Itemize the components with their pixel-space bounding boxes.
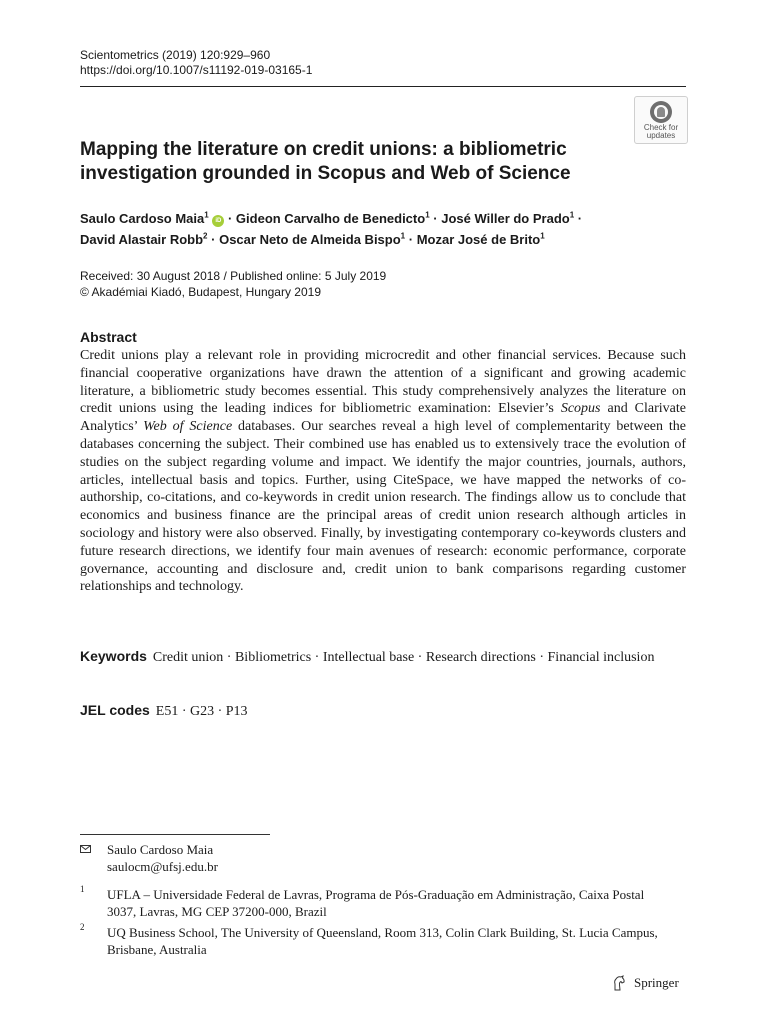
author-name[interactable]: José Willer do Prado [441,211,570,226]
abstract-text-1: Credit unions play a relevant role in providing microcredit and other financial services. Because such financial cooperative organizations have drawn the attention of a significant and growing academic literature, a bibliometric study becomes essential. This study comprehensively analyzes the literature on credit unions using the leading indices for bibliometric examination: Elsevier’s [80,348,686,417]
author-list [80,208,680,250]
author-affil-sup: 2 [203,231,208,241]
affiliation-number: 2 [80,922,85,932]
author-name[interactable]: Saulo Cardoso Maia [80,211,205,226]
author-name[interactable]: David Alastair Robb [80,232,204,247]
header-divider [80,86,686,87]
author-affil-sup: 1 [425,210,430,220]
author-affil-sup: 1 [400,231,406,241]
keywords-text: Credit union · Bibliometrics · Intellectual base · Research directions · Financial inclusion [152,650,655,665]
publisher-logo-text: Springer [634,975,679,990]
author-affil-sup: 1 [540,231,545,241]
keywords-label: Keywords [80,648,147,664]
publication-info [80,268,386,300]
received-dates: Received: 30 August 2018 / Published online: 5 July 2019 [80,269,387,283]
abstract-text-2: and Clarivate Analytics’ [80,401,686,435]
footnote-divider [80,834,270,835]
check-for-updates-icon [650,101,672,123]
copyright: © Akadémiai Kiadó, Budapest, Hungary 2019 [80,285,321,299]
badge-line2: updates [646,131,676,140]
author-line-1 [80,208,680,229]
author-separator: · [227,211,233,226]
keywords [80,647,686,667]
abstract-body [80,347,686,596]
corresponding-author-name: Saulo Cardoso Maia [107,842,214,857]
springer-horse-icon [612,975,626,991]
author-name[interactable]: Oscar Neto de Almeida Bispo [219,232,401,247]
abstract-wos: Web of Science [143,419,233,435]
author-separator: · [211,232,216,247]
author-separator: · [408,232,414,247]
affiliation-1: UFLA – Universidade Federal de Lavras, Programa de Pós-Graduação em Administração, Caixa Postal 3037, Lavras, MG CEP 37200-000, Brazil [107,887,645,919]
corresponding-author-email[interactable]: saulocm@ufsj.edu.br [107,859,218,874]
author-line-2 [80,229,680,250]
jel-codes [80,701,248,721]
abstract-heading: Abstract [80,329,137,345]
jel-label: JEL codes [80,702,150,718]
affiliation-number: 1 [80,884,85,894]
author-affil-sup: 1 [569,210,575,220]
journal-citation: Scientometrics (2019) 120:929–960 [80,48,271,62]
orcid-icon[interactable]: iD [212,215,224,227]
affiliation-2: UQ Business School, The University of Queensland, Room 313, Colin Clark Building, St. Lucia Campus, Brisbane, Australia [107,925,658,957]
article-title: Mapping the literature on credit unions: a bibliometric investigation grounded in Scopus and Web of Science [80,139,571,184]
jel-text: E51 · G23 · P13 [155,704,248,719]
envelope-icon [80,845,91,853]
abstract-scopus: Scopus [560,401,601,417]
doi-link[interactable]: https://doi.org/10.1007/s11192-019-03165-1 [80,63,313,77]
journal-header [80,48,312,78]
author-affil-sup: 1 [204,210,209,220]
badge-line1: Check for [643,123,679,132]
author-separator: · [433,211,438,226]
check-for-updates-badge[interactable] [634,96,688,144]
abstract-text-3: databases. Our searches reveal a high level of complementarity between the databases concerning the subject. Their combined use has enabled us to extensively trace the evolution of studies on the subject regarding volume and impact. We identify the major countries, journals, authors, articles, intellectual basis and topics. Further, using CiteSpace, we have mapped the networks of co-authorship, co-citations, and co-keywords in credit union research. The findings allow us to conclude that economics and business finance are the principal areas of credit union research although articles in sociology and history were also observed. Finally, by investigating contemporary co-keywords clusters and future research directions, we identify four main avenues of research: economic performance, corporate governance, accounting and disclosure and, credit union to bank comparisons regarding customer relationships and technology. [80,419,686,595]
author-separator: · [577,211,583,226]
author-name[interactable]: Gideon Carvalho de Benedicto [235,211,426,226]
author-name[interactable]: Mozar José de Brito [416,232,541,247]
